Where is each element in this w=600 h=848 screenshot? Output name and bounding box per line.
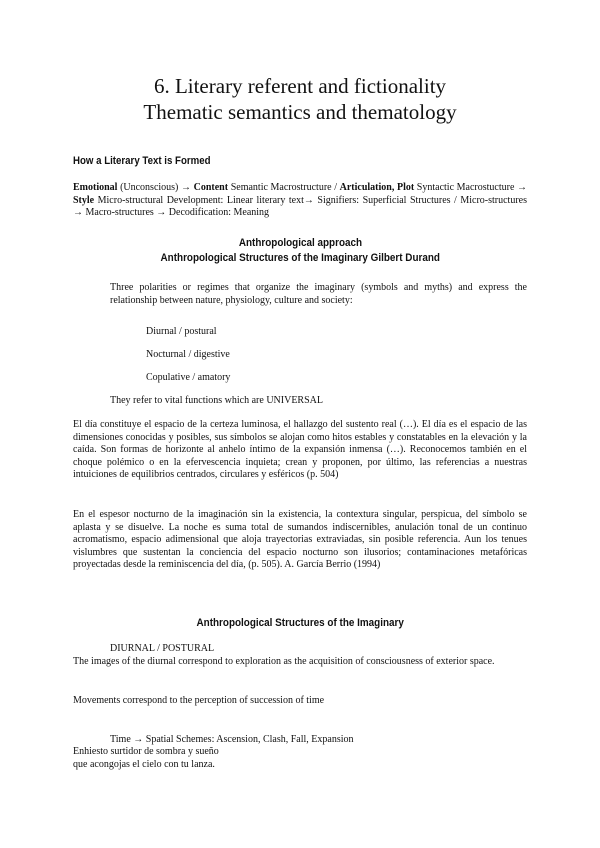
title-line-1: 6. Literary referent and fictionality	[153, 74, 447, 98]
content-term: Content	[193, 182, 229, 193]
formation-paragraph: Emotional (Unconscious) → Content Semantic Macrostructure / Articulation, Plot Syntactic Macrostucture → Style Micro-structural Development: Linear literary text→ Signifiers: Superficial Structures / Micro-structures → Macro-structures → Decodification: Meaning	[73, 182, 528, 219]
page-title	[0, 73, 600, 125]
section-subheading-durand: Anthropological Structures of the Imaginary Gilbert Durand	[160, 252, 440, 264]
section-heading-anthropological: Anthropological approach	[238, 237, 362, 249]
verse-line-1: Enhiesto surtidor de sombra y sueño	[73, 746, 219, 757]
title-line-2: Thematic semantics and thematology	[143, 100, 457, 124]
movements-paragraph: Movements correspond to the perception of succession of time	[73, 695, 325, 706]
regime-diurnal: Diurnal / postural	[146, 326, 217, 337]
diurnal-paragraph: The images of the diurnal correspond to exploration as the acquisition of consciousness of exterior space.	[73, 656, 495, 667]
quote-day: El día constituye el espacio de la certeza luminosa, el hallazgo del sustento real (…). El día es el espacio de las dimensiones conocidas y posibles, sus símbolos se alojan como hitos estables y constatables en la elevación y la caída. Son formas de horizonte al anhelo íntimo de la expansión inmensa (…). Reconocemos también en el choque polémico o en la efervescencia inquieta; crean y proponen, por último, las referencias a nuestras intuiciones de equilibrios centrados, circulares y esféricos (p. 504)	[73, 419, 527, 481]
style-term: Style	[73, 194, 95, 206]
regime-nocturnal: Nocturnal / digestive	[146, 349, 230, 360]
verse-line-2: que acongojas el cielo con tu lanza.	[73, 759, 215, 770]
section-heading-imaginary: Anthropological Structures of the Imaginary	[196, 617, 404, 629]
section-heading-formation: How a Literary Text is Formed	[73, 155, 211, 167]
quote-night: En el espesor nocturno de la imaginación sin la existencia, la contextura singular, perspicua, del símbolo se aplasta y se disuelve. La noche es suma total de sumandos indiscernibles, anulación tonal de un continuo acromatismo, espacio adimensional que aloja trayectorias extraviadas, sin posible referencia. Aun los tenues vislumbres que sustentan la conciencia del espacio nocturno son ilusorios; contaminaciones metafóricas proyectadas desde la reminiscencia del día, (p. 505). A. García Berrio (1994)	[73, 509, 527, 571]
articulation-term: Articulation, Plot	[339, 182, 415, 193]
time-schemes: Time → Spatial Schemes: Ascension, Clash, Fall, Expansion	[110, 734, 354, 745]
polarities-intro: Three polarities or regimes that organize the imaginary (symbols and myths) and express the relationship between nature, physiology, culture and society:	[110, 282, 527, 306]
regime-copulative: Copulative / amatory	[146, 372, 231, 383]
diurnal-subheading: DIURNAL / POSTURAL	[110, 643, 215, 654]
universal-statement: They refer to vital functions which are UNIVERSAL	[110, 395, 323, 406]
emotional-term: Emotional	[73, 182, 118, 193]
